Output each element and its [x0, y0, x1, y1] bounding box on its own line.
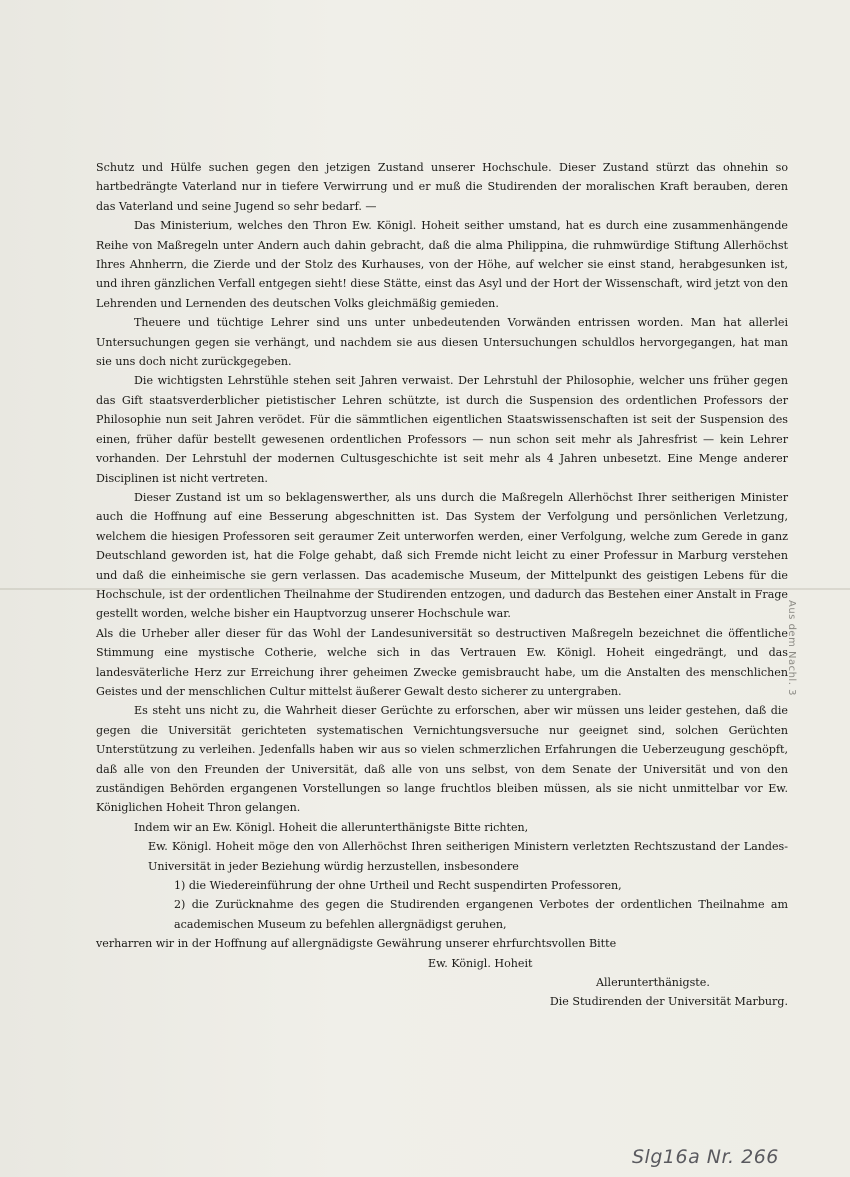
- paragraph-4: Die wichtigsten Lehrstühle stehen seit Jahren verwaist. Der Lehrstuhl der Philosophie, welcher uns früher gegen das Gift staatsverderblicher pietistischer Lehren schützte, ist durch die Suspension des ordentlichen Professors der Philosophie nun seit Jahren verödet. Für die sämmtlichen eigentlichen Staatswissenschaften ist seit der Suspension des einen, früher dafür bestellt gewesenen ordentlichen Professors — nun schon seit mehr als Jahresfrist — kein Lehrer vorhanden. Der Lehrstuhl der modernen Cultusgeschichte ist seit mehr als 4 Jahren unbesetzt. Eine Menge anderer Disciplinen ist nicht vertreten.: [96, 374, 788, 485]
- paragraph-2: Das Ministerium, welches den Thron Ew. Königl. Hoheit seither umstand, hat es durch eine zusammenhängende Reihe von Maßregeln unter Andern auch dahin gebracht, daß die alma Philippina, die ruhmwürdige Stiftung Allerhöchst Ihres Ahnherrn, die Zierde und der Stolz des Kurhauses, von der Höhe, auf welcher sie einst stand, herabgesunken ist, und ihren gänzlichen Verfall entgegen sieht! diese Stätte, einst das Asyl und der Hort der Wissenschaft, wird jetzt von den Lehrenden und Lernenden des deutschen Volks gleichmäßig gemieden.: [96, 219, 788, 310]
- petition-body: Ew. Königl. Hoheit möge den von Allerhöchst Ihren seitherigen Ministern verletzten Rechtszustand der Landes-Universität in jeder Beziehung würdig herzustellen, insbesondere: [148, 840, 788, 873]
- paragraph-3: Theuere und tüchtige Lehrer sind uns unter unbedeutenden Vorwänden entrissen worden. Man hat allerlei Untersuchungen gegen sie verhängt, und nachdem sie aus diesen Untersuchungen schuldlos hervorgegangen, hat man sie uns doch nicht zurückgegeben.: [96, 316, 788, 369]
- paragraph-5: Dieser Zustand ist um so beklagenswerther, als uns durch die Maßregeln Allerhöchst Ihrer seitherigen Minister auch die Hoffnung auf eine Besserung abgeschnitten ist. Das System der Verfolgung und persönlichen Verletzung, welchem die hiesigen Professoren seit geraumer Zeit unterworfen werden, einer Verfolgung, welche zum Gerede in ganz Deutschland geworden ist, hat die Folge gehabt, daß sich Fremde nicht leicht zu einer Professur in Marburg verstehen und daß die einheimische sie gern verlassen. Das academische Museum, der Mittelpunkt des geistigen Lebens für die Hochschule, ist der ordentlichen Theilnahme der Studirenden entzogen, und dadurch das Bestehen einer Anstalt in Frage gestellt worden, welche bisher ein Hauptvorzug unserer Hochschule war.: [96, 490, 788, 621]
- salutation: Ew. Königl. Hoheit: [428, 956, 533, 970]
- archive-shelfmark: Slg16a Nr. 266: [632, 1146, 779, 1168]
- petition-intro: Indem wir an Ew. Königl. Hoheit die allerunterthänigste Bitte richten,: [134, 820, 529, 834]
- petition-item-1: 1) die Wiedereinführung der ohne Urtheil und Recht suspendirten Professoren,: [174, 879, 622, 893]
- paragraph-7: Es steht uns nicht zu, die Wahrheit dieser Gerüchte zu erforschen, aber wir müssen uns leider gestehen, daß die gegen die Universität gerichteten systematischen Vernichtungsversuche nur geeignet sind, solchen Gerüchten Unterstützung zu verleihen. Jedenfalls haben wir aus so vielen schmerzlichen Erfahrungen die Ueberzeugung geschöpft, daß alle von den Freunden der Universität, daß alle von uns selbst, von dem Senate der Universität und von den zuständigen Behörden ergangenen Vorstellungen so lange fruchtlos bleiben müssen, als sie nicht unmittelbar vor Ew. Königlichen Hoheit Thron gelangen.: [96, 704, 788, 815]
- petition-item-2: 2) die Zurücknahme des gegen die Studirenden ergangenen Verbotes der ordentlichen Theilnahme am academischen Museum zu befehlen allergnädigst geruhen,: [174, 898, 788, 931]
- petition-close: verharren wir in der Hoffnung auf allergnädigste Gewährung unserer ehrfurchtsvollen Bitte: [96, 937, 617, 951]
- document-body: [96, 158, 788, 1012]
- humble-closing: Allerunterthänigste.: [596, 976, 710, 990]
- margin-pencil-note: Aus dem Nachl. 3: [786, 600, 797, 696]
- paragraph-6: Als die Urheber aller dieser für das Wohl der Landesuniversität so destructiven Maßregeln bezeichnet die öffentliche Stimmung eine mystische Cotherie, welche sich in das Vertrauen Ew. Königl. Hoheit eingedrängt, und das landesväterliche Herz zur Erreichung ihrer geheimen Zwecke gemisbraucht habe, um die Anstalten des menschlichen Geistes und der menschlichen Cultur mittelst äußerer Gewalt desto sicherer zu untergraben.: [96, 626, 788, 698]
- paragraph-1: Schutz und Hülfe suchen gegen den jetzigen Zustand unserer Hochschule. Dieser Zustand stürzt das ohnehin so hartbedrängte Vaterland nur in tiefere Verwirrung und er muß die Studirenden der moralischen Kraft berauben, deren das Vaterland und seine Jugend so sehr bedarf. —: [96, 161, 788, 213]
- signature: Die Studirenden der Universität Marburg.: [549, 995, 788, 1009]
